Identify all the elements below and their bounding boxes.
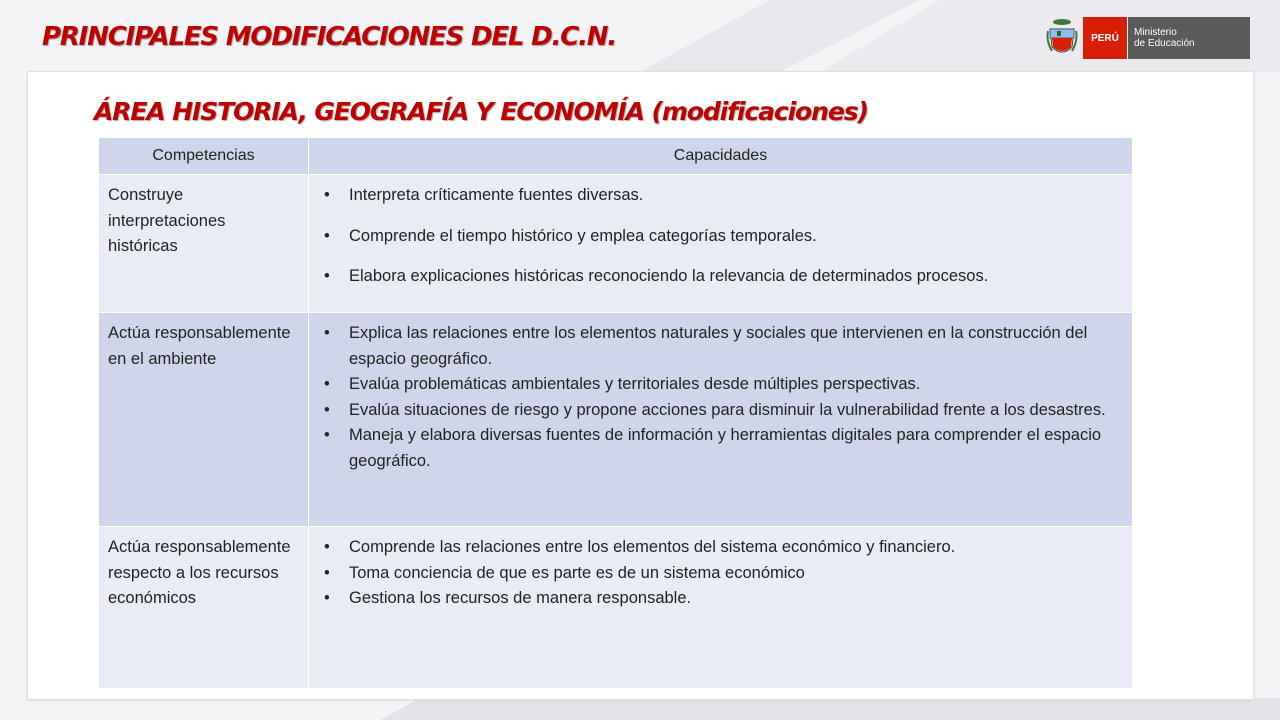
list-item: • Evalúa problemáticas ambientales y territoriales desde múltiples perspectivas. <box>318 372 1123 398</box>
capacidades-cell <box>309 313 1133 527</box>
section-title: ÁREA HISTORIA, GEOGRAFÍA Y ECONOMÍA (modificaciones) <box>94 97 868 126</box>
table-row <box>99 313 1133 527</box>
ministry-line-2: de Educación <box>1134 38 1195 49</box>
list-item: • Explica las relaciones entre los elementos naturales y sociales que intervienen en la construcción del espacio geográfico. <box>318 321 1123 372</box>
ministry-line-1: Ministerio <box>1134 27 1177 38</box>
column-header-competencias: Competencias <box>99 138 309 175</box>
ministry-label <box>1128 17 1250 59</box>
capacidades-cell <box>309 175 1133 313</box>
capacidades-list <box>318 183 1123 290</box>
list-item: • Interpreta críticamente fuentes diversas. <box>318 183 1123 209</box>
list-item: • Maneja y elabora diversas fuentes de información y herramientas digitales para comprender el espacio geográfico. <box>318 423 1123 474</box>
capacidades-cell <box>309 527 1133 689</box>
column-header-capacidades: Capacidades <box>309 138 1133 175</box>
page-title: PRINCIPALES MODIFICACIONES DEL D.C.N. <box>42 22 617 52</box>
list-item: • Toma conciencia de que es parte es de un sistema económico <box>318 561 1123 587</box>
list-item: • Elabora explicaciones históricas reconociendo la relevancia de determinados procesos. <box>318 264 1123 290</box>
list-item: • Gestiona los recursos de manera responsable. <box>318 586 1123 612</box>
competencia-cell: Actúa responsablemente en el ambiente <box>99 313 309 527</box>
list-item: • Comprende las relaciones entre los elementos del sistema económico y financiero. <box>318 535 1123 561</box>
list-item: • Evalúa situaciones de riesgo y propone acciones para disminuir la vulnerabilidad frente a los desastres. <box>318 398 1123 424</box>
capacidades-list <box>318 321 1123 474</box>
table-row <box>99 527 1133 689</box>
competencia-cell: Actúa responsablemente respecto a los recursos económicos <box>99 527 309 689</box>
competencies-table <box>98 137 1133 689</box>
list-item: • Comprende el tiempo histórico y emplea categorías temporales. <box>318 224 1123 250</box>
peru-label: PERÚ <box>1083 17 1128 59</box>
coat-of-arms-icon <box>1046 17 1078 59</box>
table-header-row <box>99 138 1133 175</box>
competencia-cell: Construye interpretaciones históricas <box>99 175 309 313</box>
capacidades-list <box>318 535 1123 612</box>
table-row <box>99 175 1133 313</box>
ministry-logo <box>1046 17 1250 59</box>
